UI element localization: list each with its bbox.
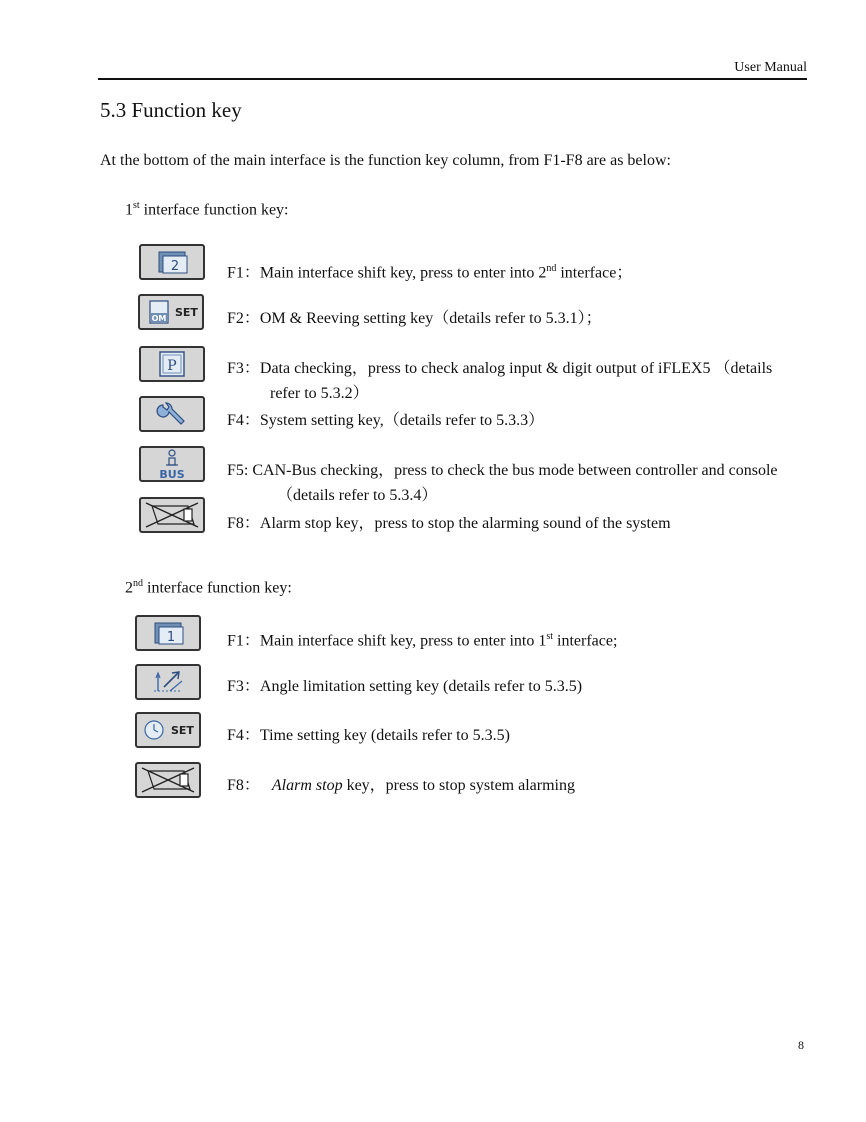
bus-info-icon	[157, 448, 187, 480]
f8-key-alarm-stop[interactable]	[139, 497, 205, 533]
f3-second-description: F3：Angle limitation setting key (details refer to 5.3.5)	[227, 678, 583, 695]
f2-set-label: SET	[175, 305, 198, 319]
f8-second-description: F8： Alarm stop key，press to stop system alarming	[227, 777, 575, 794]
f1-key-screen-1[interactable]	[135, 615, 201, 651]
f5-key-can-bus[interactable]	[139, 446, 205, 482]
page-header	[98, 60, 807, 80]
f8-key-alarm-stop-second[interactable]	[135, 762, 201, 798]
page-number: 8	[798, 1038, 804, 1052]
f5-description-cont: （details refer to 5.3.4）	[277, 487, 438, 504]
svg-text:2: 2	[170, 259, 180, 274]
f1-description: F1：Main interface shift key, press to enter into 2nd interface；	[227, 263, 633, 282]
svg-text:1: 1	[166, 630, 176, 645]
om-set-icon	[148, 299, 170, 325]
first-interface-heading: 1st interface function key:	[125, 200, 289, 219]
screen-2-icon	[148, 248, 196, 276]
f3-key-angle-limitation[interactable]	[135, 664, 201, 700]
f4-second-description: F4：Time setting key (details refer to 5.3.5)	[227, 727, 510, 744]
f2-key-om-set[interactable]	[138, 294, 204, 330]
section-title: 5.3 Function key	[100, 98, 242, 122]
f1-second-description: F1：Main interface shift key, press to enter into 1st interface;	[227, 631, 618, 650]
f4-set-label: SET	[171, 723, 194, 737]
svg-text:BUS: BUS	[159, 468, 185, 480]
second-interface-heading: 2nd interface function key:	[125, 578, 292, 597]
svg-text:OM: OM	[151, 314, 167, 323]
clock-icon	[143, 719, 165, 741]
header-title: User Manual	[734, 60, 807, 75]
f4-key-time-setting[interactable]	[135, 712, 201, 748]
wrench-icon	[155, 399, 189, 429]
f3-key-data-checking[interactable]	[139, 346, 205, 382]
p-document-icon	[157, 349, 187, 379]
f8-description: F8：Alarm stop key，press to stop the alarming sound of the system	[227, 515, 671, 532]
f5-description: F5: CAN-Bus checking，press to check the bus mode between controller and console	[227, 462, 778, 479]
angle-limit-icon	[148, 667, 188, 697]
screen-1-icon	[144, 619, 192, 647]
svg-text:P: P	[167, 358, 177, 374]
f1-key-screen-2[interactable]	[139, 244, 205, 280]
f2-description: F2：OM & Reeving setting key（details refer to 5.3.1）；	[227, 310, 602, 327]
intro-paragraph: At the bottom of the main interface is the function key column, from F1-F8 are as below:	[100, 152, 671, 169]
speaker-mute-icon	[142, 500, 202, 530]
speaker-mute-icon	[138, 765, 198, 795]
f3-description-cont: refer to 5.3.2）	[270, 385, 369, 402]
f4-key-system-setting[interactable]	[139, 396, 205, 432]
f3-description: F3：Data checking，press to check analog input & digit output of iFLEX5 （details	[227, 360, 773, 377]
f4-description: F4：System setting key,（details refer to 5.3.3）	[227, 412, 545, 429]
